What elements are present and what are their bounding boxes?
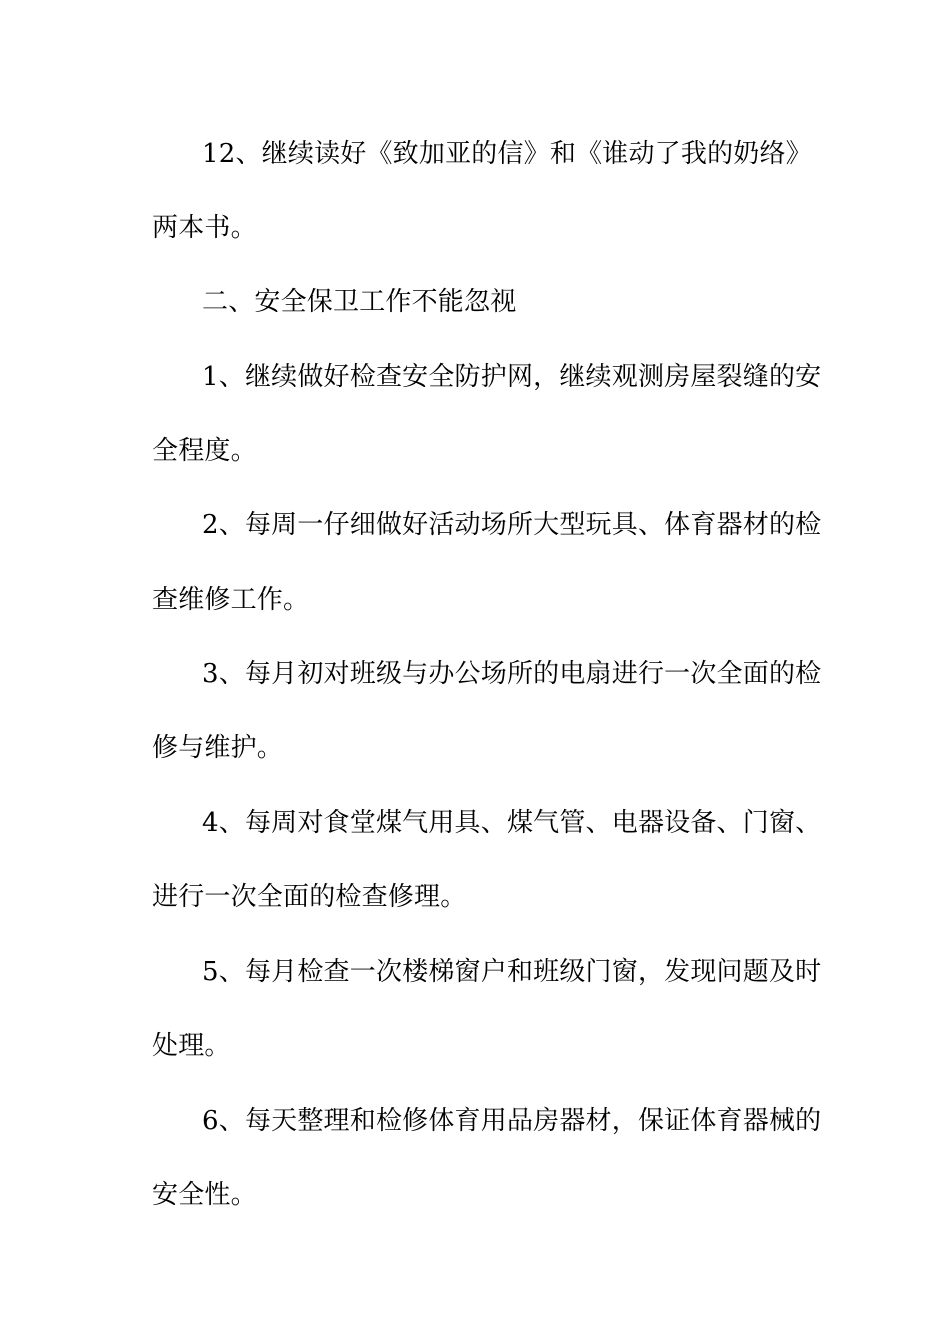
paragraph-3-line-2: 修与维护。 <box>152 733 284 763</box>
paragraph-1-line-1: 1、继续做好检查安全防护网，继续观测房屋裂缝的安 <box>202 362 822 392</box>
paragraph-12-line-2: 两本书。 <box>152 213 257 243</box>
paragraph-4-line-1: 4、每周对食堂煤气用具、煤气管、电器设备、门窗、 <box>202 808 822 838</box>
section-heading-2: 二、安全保卫工作不能忽视 <box>202 287 517 317</box>
paragraph-12-line-1: 12、继续读好《致加亚的信》和《谁动了我的奶络》 <box>202 139 812 169</box>
paragraph-3-line-1: 3、每月初对班级与办公场所的电扇进行一次全面的检 <box>202 659 822 689</box>
paragraph-5-line-1: 5、每月检查一次楼梯窗户和班级门窗，发现问题及时 <box>202 957 822 987</box>
paragraph-4-line-2: 进行一次全面的检查修理。 <box>152 882 467 912</box>
paragraph-6-line-1: 6、每天整理和检修体育用品房器材，保证体育器械的 <box>202 1106 822 1136</box>
paragraph-2-line-1: 2、每周一仔细做好活动场所大型玩具、体育器材的检 <box>202 510 822 540</box>
paragraph-1-line-2: 全程度。 <box>152 436 257 466</box>
paragraph-2-line-2: 查维修工作。 <box>152 585 310 615</box>
paragraph-5-line-2: 处理。 <box>152 1031 231 1061</box>
paragraph-6-line-2: 安全性。 <box>152 1180 257 1210</box>
